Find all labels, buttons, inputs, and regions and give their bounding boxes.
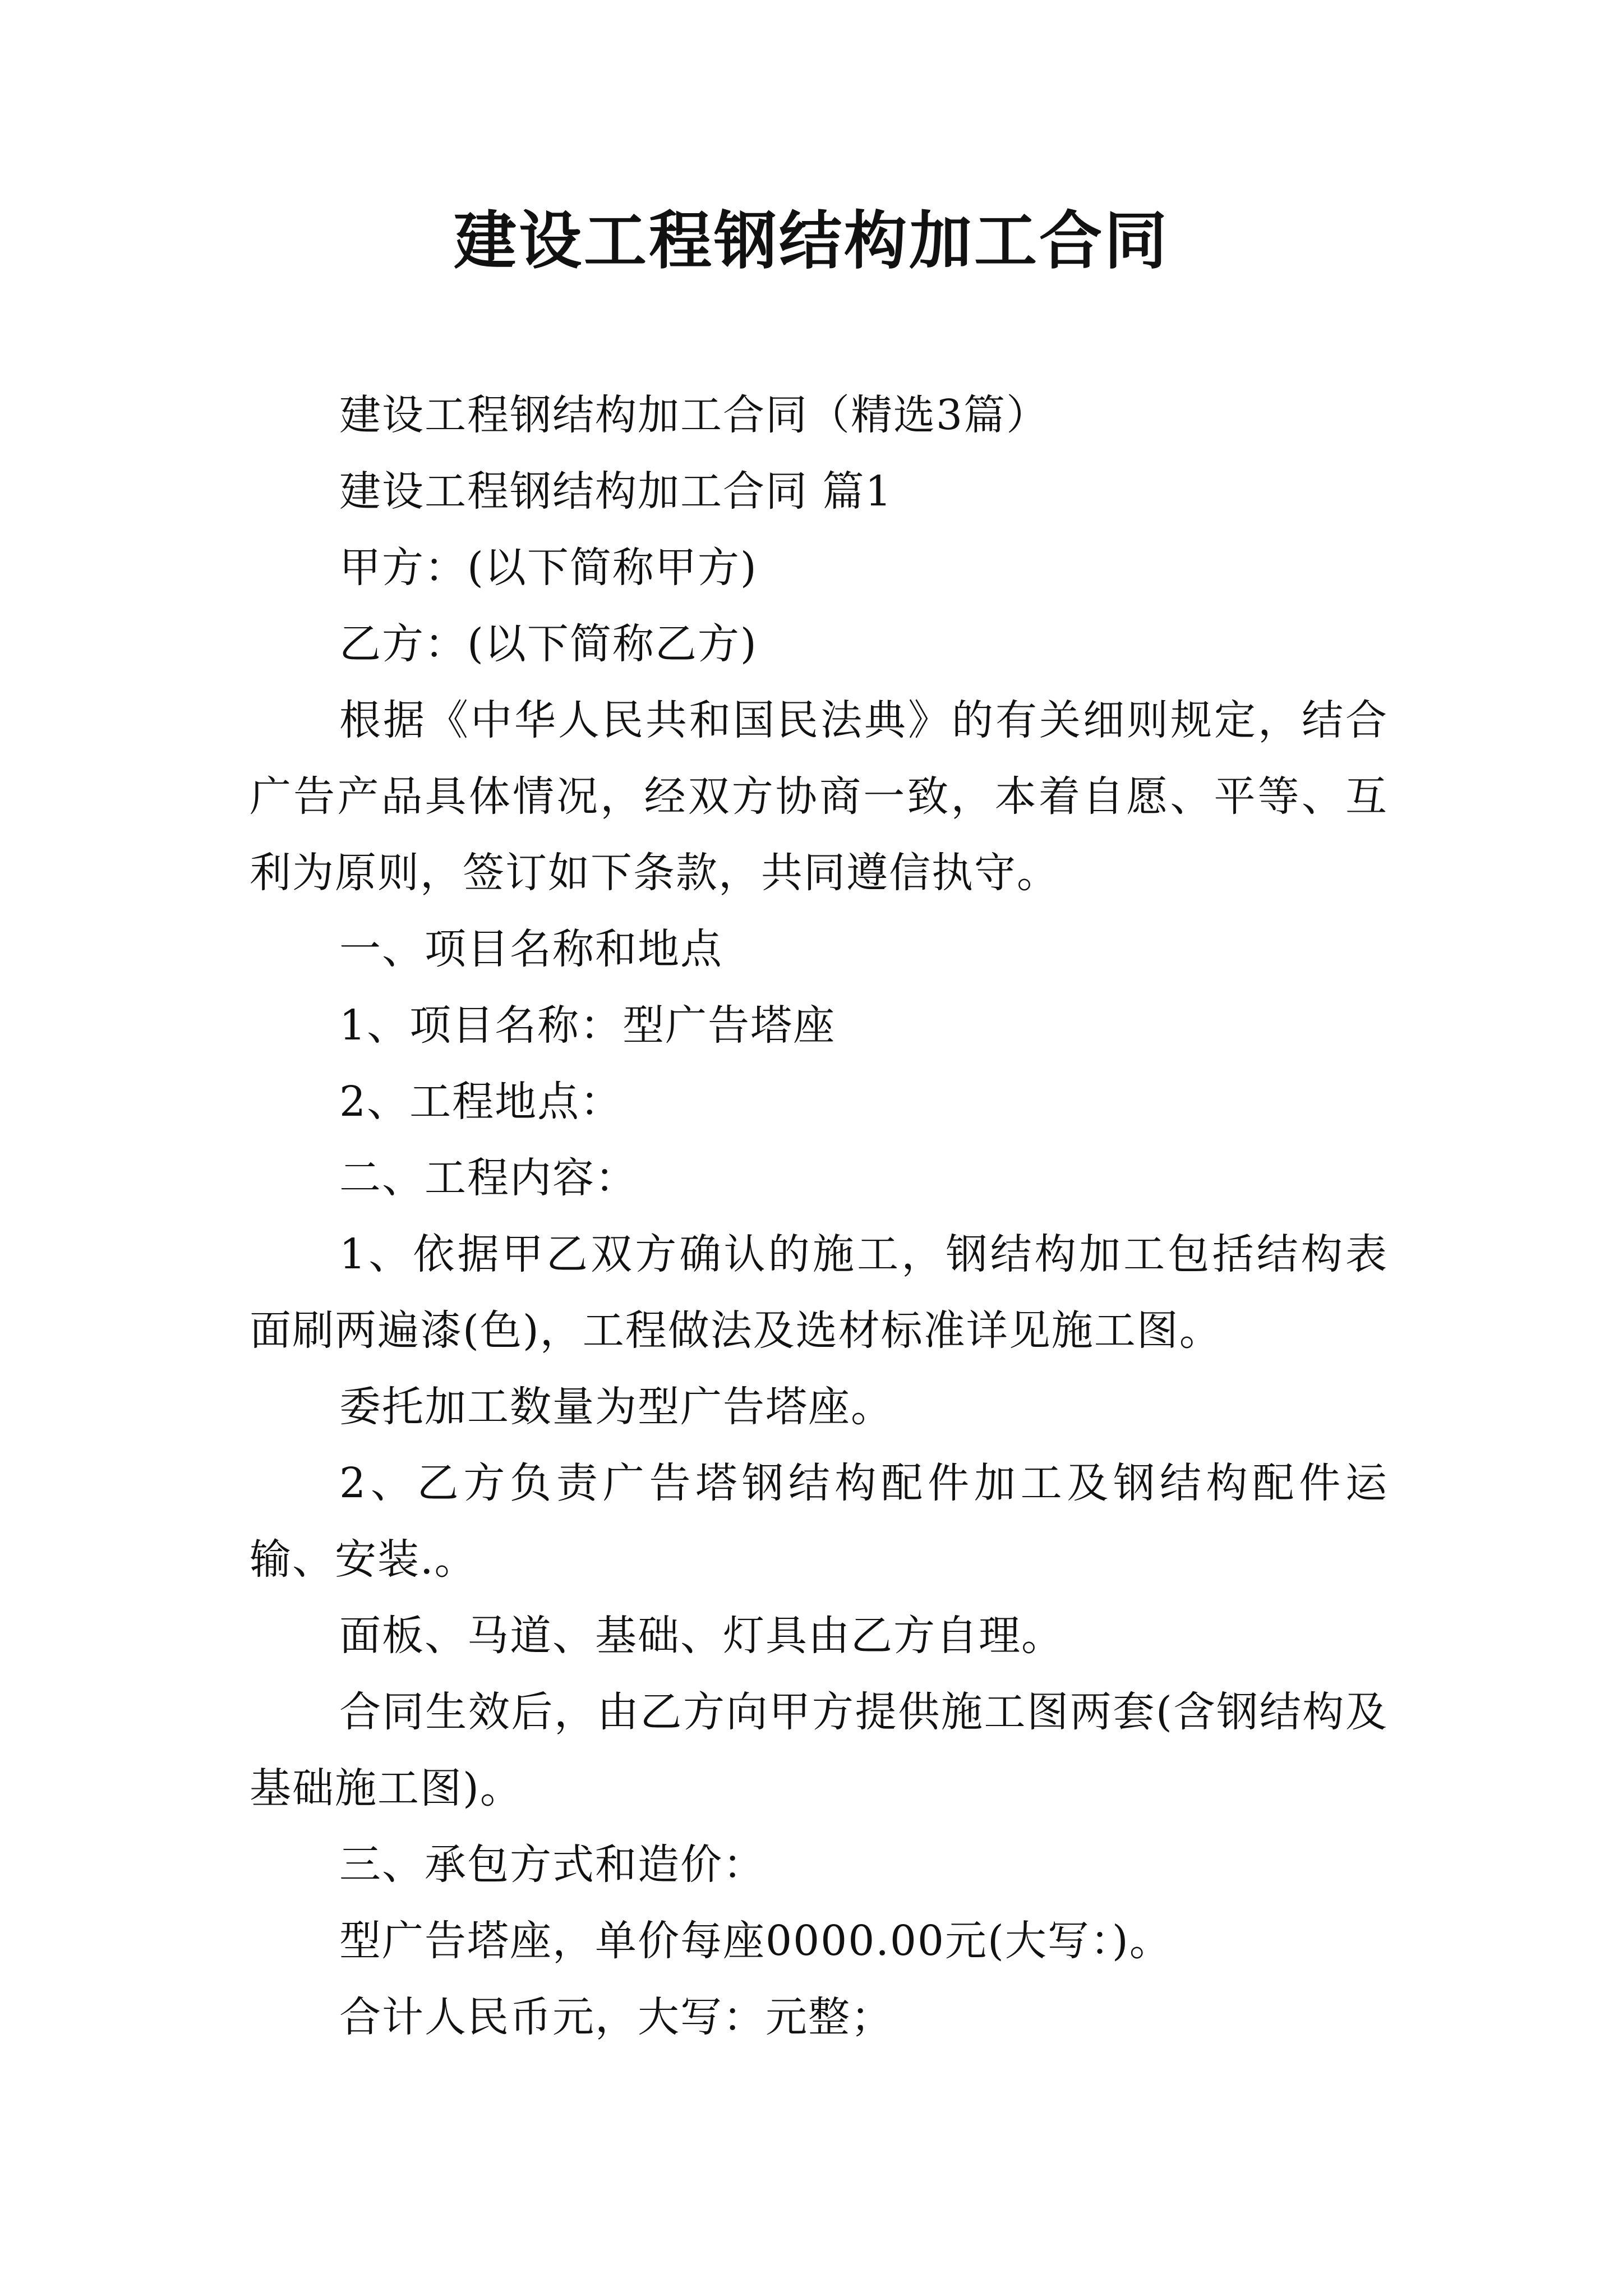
paragraph-11: 委托加工数量为型广告塔座。 (339, 1383, 893, 1431)
paragraph-8: 2、工程地点： (339, 1078, 623, 1126)
paragraph-10: 1、依据甲乙双方确认的施工，钢结构加工包括结构表面刷两遍漆(色)，工程做法及选材标准详见施工图。 (250, 1230, 1388, 1355)
paragraph-7: 1、项目名称：型广告塔座 (339, 1001, 836, 1050)
document-title: 建设工程钢结构加工合同 (454, 204, 1169, 278)
paragraph-4: 乙方：(以下简称乙方) (339, 620, 758, 668)
paragraph-13: 面板、马道、基础、灯具由乙方自理。 (339, 1612, 1064, 1660)
paragraph-14: 合同生效后，由乙方向甲方提供施工图两套(含钢结构及基础施工图)。 (250, 1688, 1388, 1812)
paragraph-1: 建设工程钢结构加工合同（精选3篇） (339, 391, 1049, 439)
paragraph-9: 二、工程内容： (339, 1154, 638, 1202)
paragraph-5: 根据《中华人民共和国民法典》的有关细则规定，结合广告产品具体情况，经双方协商一致，本着自愿、平等、互利为原则，签订如下条款，共同遵信执守。 (250, 696, 1388, 897)
paragraph-6: 一、项目名称和地点 (339, 925, 723, 973)
document-body (250, 377, 1388, 2055)
paragraph-3: 甲方：(以下简称甲方) (339, 544, 758, 592)
paragraph-15: 三、承包方式和造价： (339, 1841, 766, 1889)
paragraph-2: 建设工程钢结构加工合同 篇1 (339, 467, 893, 516)
paragraph-16: 型广告塔座，单价每座0000.00元(大写：)。 (339, 1917, 1172, 1965)
paragraph-17: 合计人民币元，大写：元整； (339, 1993, 893, 2041)
paragraph-12: 2、乙方负责广告塔钢结构配件加工及钢结构配件运输、安装.。 (250, 1459, 1388, 1584)
